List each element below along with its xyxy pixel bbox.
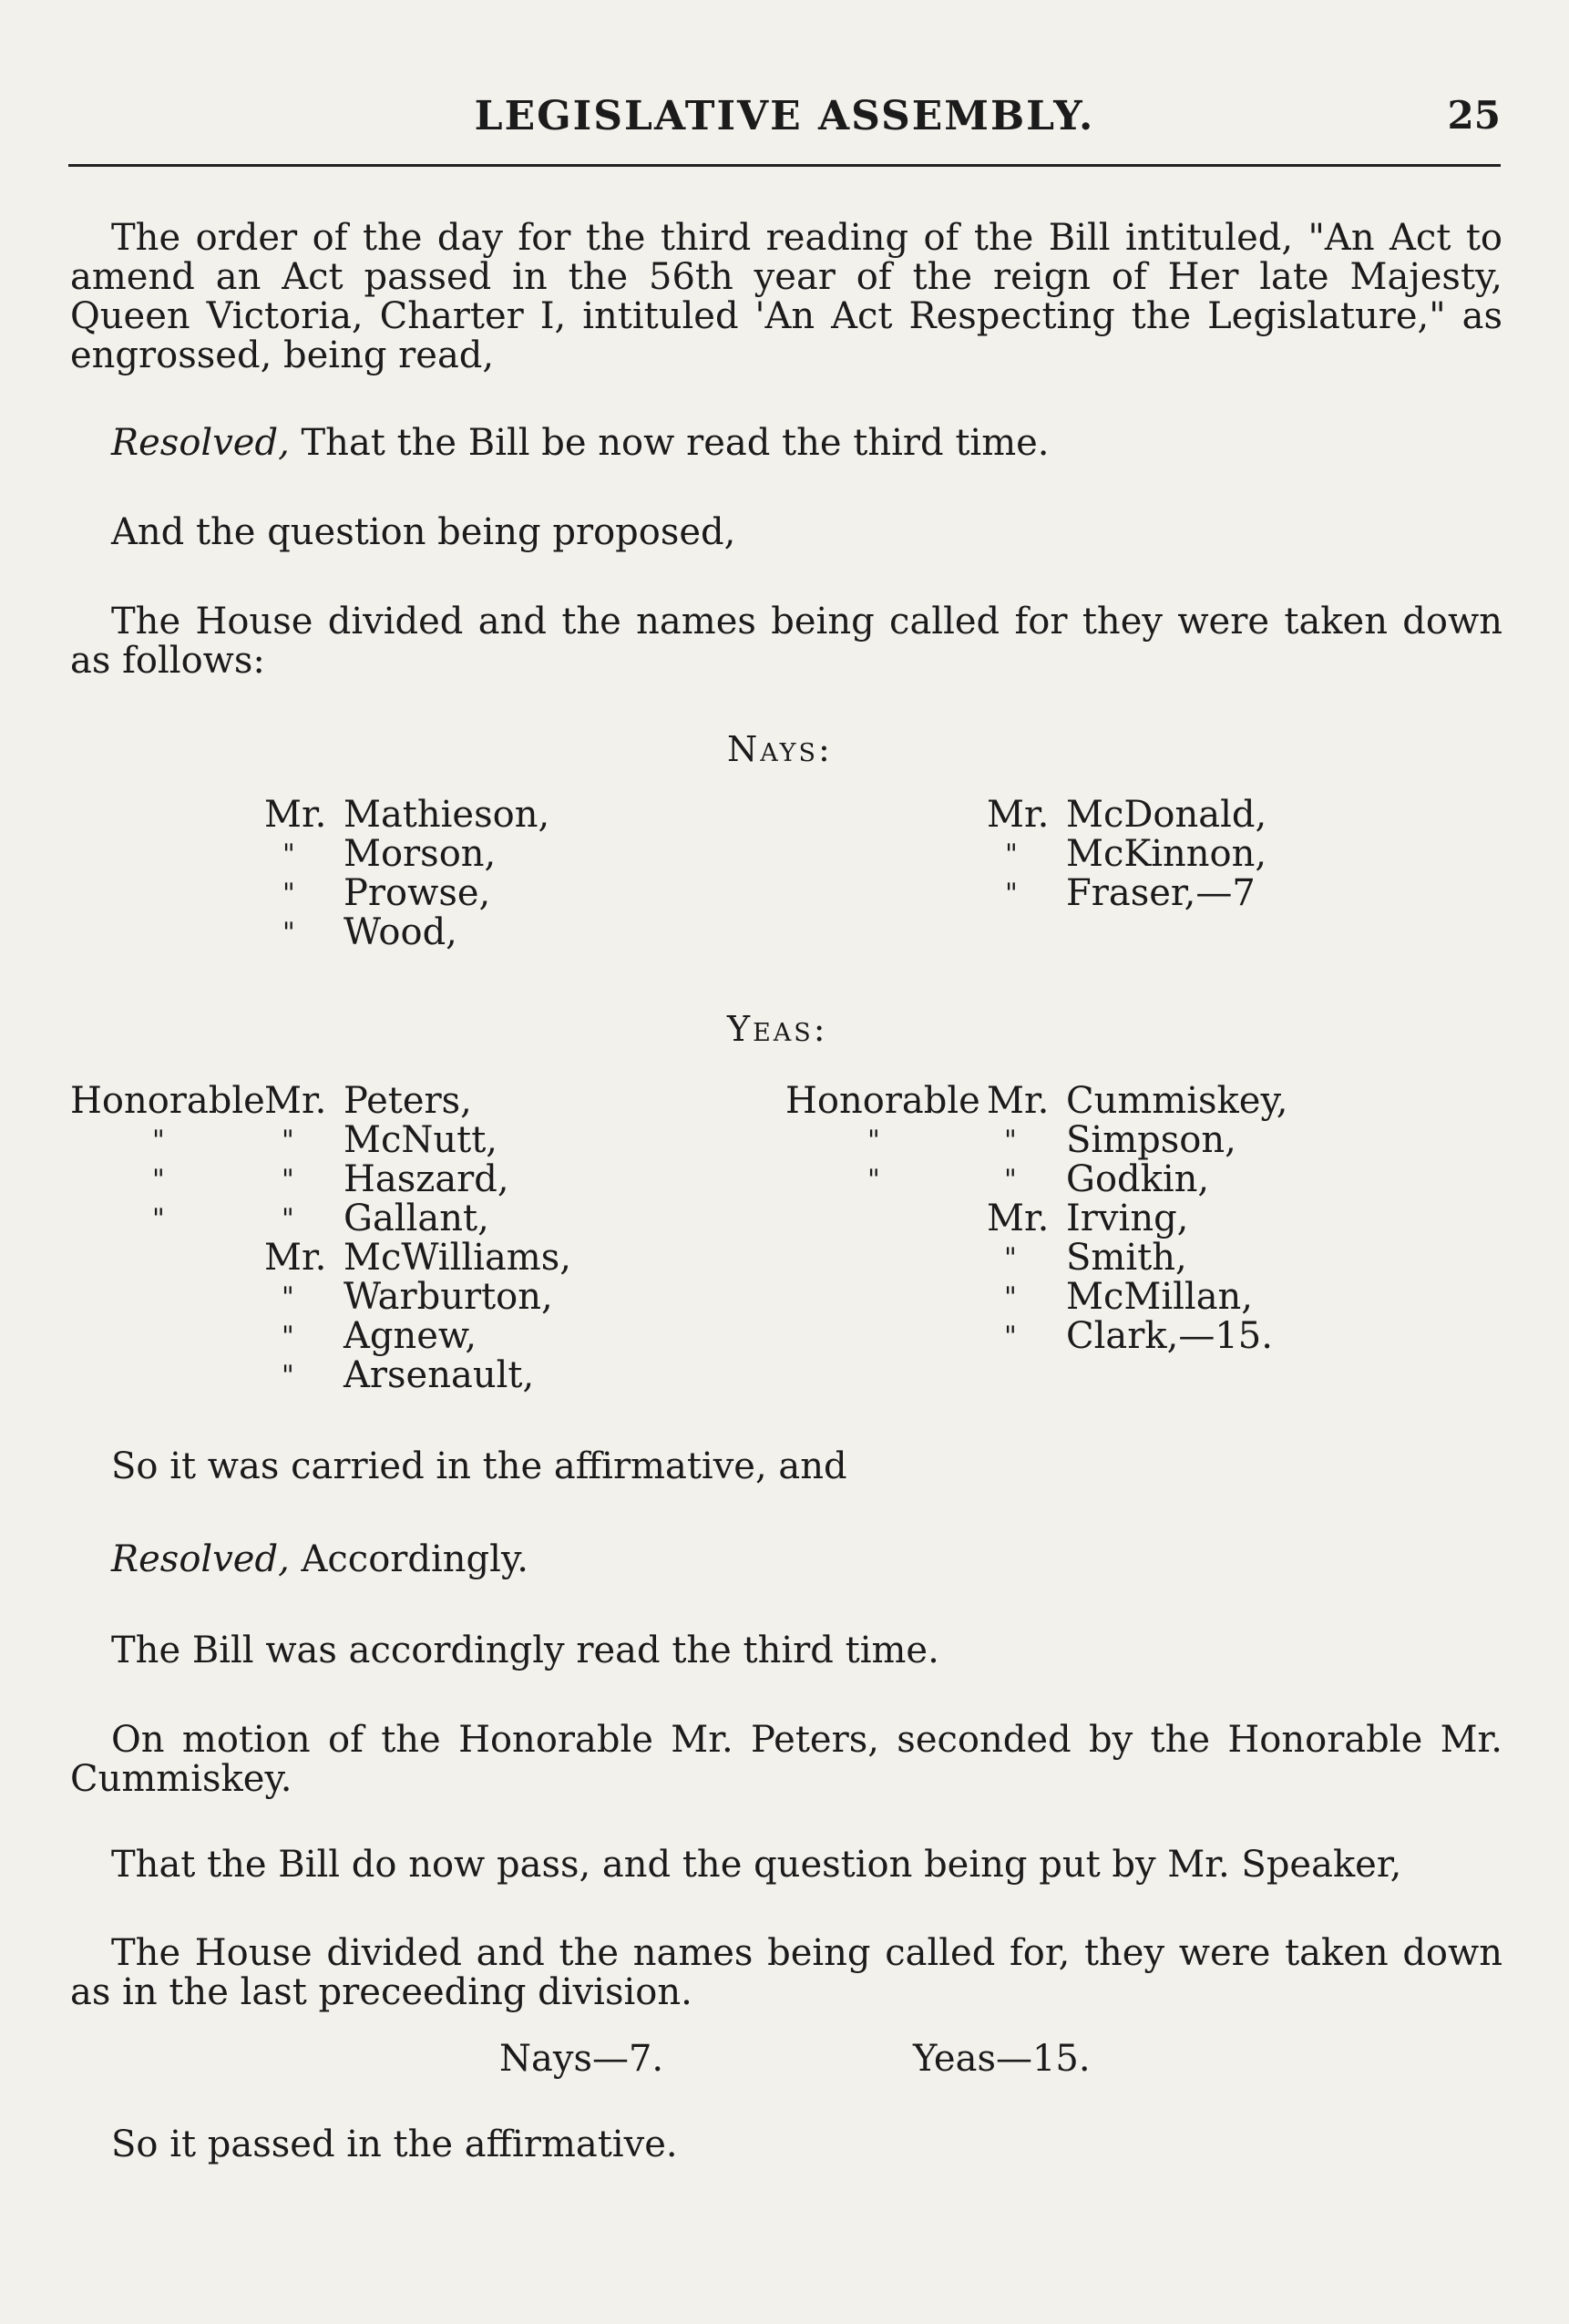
member-title: Honorable <box>70 1080 265 1122</box>
member-prefix: Mr. <box>987 1080 1050 1122</box>
header-title: LEGISLATIVE ASSEMBLY. <box>474 93 1095 139</box>
member-row <box>264 913 720 952</box>
member-name: McDonald, <box>1066 794 1267 836</box>
member-row <box>70 1278 708 1317</box>
member-prefix: " <box>1004 1125 1017 1157</box>
resolved-label: Resolved, <box>111 1538 290 1580</box>
member-name: Peters, <box>344 1080 472 1122</box>
member-row <box>70 1239 708 1278</box>
resolved-text: Accordingly. <box>289 1538 528 1580</box>
member-prefix: " <box>1004 1242 1017 1274</box>
member-title: " <box>152 1203 165 1235</box>
member-name: Irving, <box>1066 1198 1189 1239</box>
member-title: " <box>152 1164 165 1196</box>
member-name: Haszard, <box>344 1158 509 1200</box>
member-row <box>70 1356 708 1395</box>
member-row <box>70 1121 708 1160</box>
member-name: McKinnon, <box>1066 833 1267 875</box>
member-name: Warburton, <box>344 1276 553 1318</box>
paragraph-house-divided-again: The House divided and the names being called for, they were taken down as in the last preceeding division. <box>70 1932 1502 2013</box>
member-name: Morson, <box>344 833 497 875</box>
member-prefix: Mr. <box>264 1080 327 1122</box>
member-prefix: " <box>1005 838 1018 870</box>
member-name: Godkin, <box>1066 1158 1210 1200</box>
member-name: Smith, <box>1066 1237 1187 1279</box>
member-row <box>785 1239 1478 1278</box>
paragraph-carried: So it was carried in the affirmative, and <box>111 1445 847 1487</box>
member-name: Clark,—15. <box>1066 1315 1273 1357</box>
yeas-right-column <box>785 1082 1478 1356</box>
member-title: Honorable <box>785 1080 980 1122</box>
member-name: Cummiskey, <box>1066 1080 1288 1122</box>
member-title: " <box>152 1125 165 1157</box>
member-row <box>70 1317 708 1356</box>
paragraph-passed: So it passed in the affirmative. <box>111 2123 678 2165</box>
paragraph-order-of-day: The order of the day for the third reading of the Bill intituled, "An Act to amend an Act passed in the 56th year of the reign of Her late Majesty, Queen Victoria, Charter I, intituled 'An Act Respecting the Legislature," as engrossed, being read, <box>70 217 1502 376</box>
member-name: Arsenault, <box>344 1354 535 1396</box>
member-name: McMillan, <box>1066 1276 1254 1318</box>
member-prefix: " <box>1004 1321 1017 1352</box>
member-name: Agnew, <box>344 1315 477 1357</box>
member-name: Mathieson, <box>344 794 550 836</box>
nays-heading: Nays: <box>727 729 833 769</box>
member-prefix: Mr. <box>987 1198 1050 1239</box>
paragraph-resolved-read <box>70 424 1502 463</box>
member-name: McNutt, <box>344 1119 497 1161</box>
member-row <box>785 1317 1478 1356</box>
member-prefix: Mr. <box>987 794 1050 836</box>
paragraph-question-proposed: And the question being proposed, <box>111 511 736 553</box>
resolved-label: Resolved, <box>111 422 290 464</box>
header-rule <box>68 164 1501 167</box>
member-row <box>70 1160 708 1199</box>
member-name: Gallant, <box>344 1198 489 1239</box>
member-row <box>264 874 720 913</box>
member-prefix: " <box>1005 878 1018 910</box>
member-row <box>785 1278 1478 1317</box>
member-row <box>987 874 1442 913</box>
member-prefix: " <box>282 1125 294 1157</box>
member-name: Wood, <box>344 911 457 953</box>
member-row <box>264 796 720 835</box>
member-name: Prowse, <box>344 872 491 914</box>
member-row <box>785 1199 1478 1239</box>
member-prefix: " <box>282 838 295 870</box>
paragraph-motion: On motion of the Honorable Mr. Peters, seconded by the Honorable Mr. Cummiskey. <box>70 1719 1502 1800</box>
resolved-text: That the Bill be now read the third time. <box>289 422 1050 464</box>
member-name: Fraser,—7 <box>1066 872 1256 914</box>
yeas-left-column <box>70 1082 708 1395</box>
yeas-heading: Yeas: <box>727 1009 828 1049</box>
member-prefix: Mr. <box>264 794 327 836</box>
member-row <box>264 835 720 874</box>
nays-right-column <box>987 796 1442 913</box>
member-name: McWilliams, <box>344 1237 571 1279</box>
member-row <box>70 1199 708 1239</box>
member-prefix: " <box>282 1321 294 1352</box>
member-prefix: " <box>1004 1281 1017 1313</box>
nays-total: Nays—7. <box>499 2038 664 2080</box>
paragraph-third-reading: The Bill was accordingly read the third time. <box>111 1630 939 1671</box>
member-prefix: " <box>282 1203 294 1235</box>
paragraph-house-divided: The House divided and the names being called for they were taken down as follows: <box>70 601 1502 682</box>
nays-left-column <box>264 796 720 952</box>
member-prefix: " <box>282 878 295 910</box>
member-row <box>785 1082 1478 1121</box>
member-title: " <box>867 1125 880 1157</box>
member-row <box>70 1082 708 1121</box>
member-prefix: Mr. <box>264 1237 327 1279</box>
member-prefix: " <box>282 1164 294 1196</box>
yeas-total: Yeas—15. <box>913 2038 1091 2080</box>
member-row <box>987 835 1442 874</box>
member-row <box>987 796 1442 835</box>
page-header <box>68 84 1501 148</box>
member-prefix: " <box>1004 1164 1017 1196</box>
page-number: 25 <box>1447 93 1501 138</box>
member-title: " <box>867 1164 880 1196</box>
member-row <box>785 1121 1478 1160</box>
member-name: Simpson, <box>1066 1119 1236 1161</box>
member-prefix: " <box>282 1281 294 1313</box>
paragraph-resolved-accordingly <box>70 1540 1502 1579</box>
member-prefix: " <box>282 917 295 949</box>
member-prefix: " <box>282 1360 294 1392</box>
member-row <box>785 1160 1478 1199</box>
paragraph-bill-pass: That the Bill do now pass, and the question being put by Mr. Speaker, <box>111 1844 1402 1886</box>
